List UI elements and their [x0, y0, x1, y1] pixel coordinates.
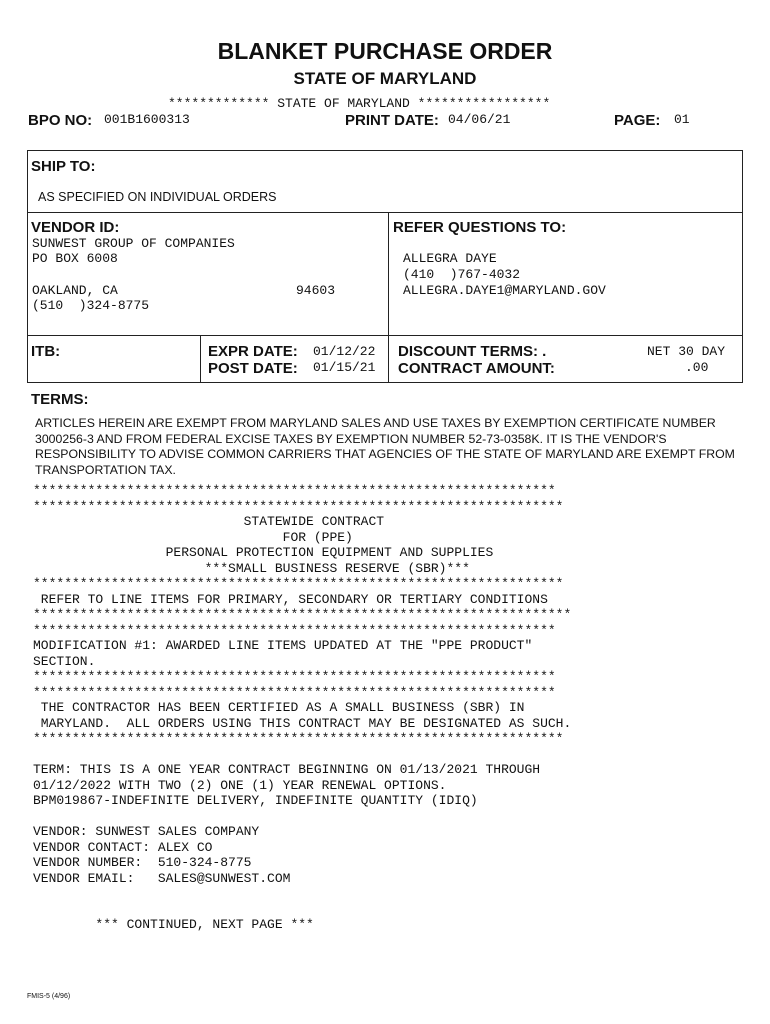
refer-questions-label: REFER QUESTIONS TO: — [393, 219, 567, 236]
contract-amount-label: CONTRACT AMOUNT: — [398, 360, 555, 377]
body-line: ******************************************************************* — [33, 684, 556, 700]
body-line: TERM: THIS IS A ONE YEAR CONTRACT BEGINNING ON 01/13/2021 THROUGH — [33, 762, 541, 777]
body-line: 01/12/2022 WITH TWO (2) ONE (1) YEAR RENEWAL OPTIONS. — [33, 777, 447, 793]
body-line: ******************************************************************** — [33, 498, 564, 514]
body-line — [33, 886, 571, 902]
print-date-value: 04/06/21 — [448, 112, 511, 127]
body-line: VENDOR NUMBER: 510-324-8775 — [33, 855, 252, 870]
itb-box — [27, 335, 743, 383]
post-date-label: POST DATE: — [208, 360, 298, 377]
vendor-divider — [388, 212, 389, 336]
body-line: MARYLAND. ALL ORDERS USING THIS CONTRACT MAY BE DESIGNATED AS SUCH. — [33, 715, 572, 731]
body-line: REFER TO LINE ITEMS FOR PRIMARY, SECONDARY OR TERTIARY CONDITIONS — [33, 591, 548, 607]
expr-date-value: 01/12/22 — [313, 344, 376, 359]
body-line: ***SMALL BUSINESS RESERVE (SBR)*** — [33, 560, 470, 576]
terms-paragraph: ARTICLES HEREIN ARE EXEMPT FROM MARYLAND SALES AND USE TAXES BY EXEMPTION CERTIFICATE NUMBER 3000256-3 AND FROM FEDERAL EXCISE TAXES BY EXEMPTION NUMBER 52-73-0358K. IT IS THE VENDOR'S RESPONSIBILITY TO ADVISE COMMON CARRIERS THAT AGENCIES OF THE STATE OF MARYLAND ARE EXEMPT FROM TRANSPORTATION TAX. — [35, 416, 735, 477]
body-line: STATEWIDE CONTRACT — [33, 514, 385, 529]
print-date-label: PRINT DATE: — [345, 112, 439, 129]
body-line: VENDOR EMAIL: SALES@SUNWEST.COM — [33, 870, 291, 886]
form-id: FMIS-5 (4/96) — [27, 993, 71, 1000]
vendor-city: OAKLAND, CA — [32, 283, 118, 298]
document-title: BLANKET PURCHASE ORDER — [217, 38, 553, 64]
vendor-address: PO BOX 6008 — [32, 251, 118, 266]
itb-label: ITB: — [31, 343, 61, 360]
vendor-id-label: VENDOR ID: — [31, 219, 120, 236]
discount-terms-value: NET 30 DAY — [647, 344, 726, 359]
body-line: ******************************************************************* — [33, 622, 556, 638]
body-line: VENDOR: SUNWEST SALES COMPANY — [33, 824, 260, 839]
body-line: ******************************************************************* — [33, 483, 556, 498]
body-line — [33, 747, 571, 763]
bpo-number-value: 001B1600313 — [104, 112, 190, 127]
contract-amount-value: .00 — [685, 360, 709, 375]
body-line — [33, 809, 571, 825]
body-line: ******************************************************************* — [33, 669, 556, 684]
ship-to-value: AS SPECIFIED ON INDIVIDUAL ORDERS — [38, 190, 277, 204]
body-line: SECTION. — [33, 653, 96, 669]
body-line: BPM019867-INDEFINITE DELIVERY, INDEFINITE QUANTITY (IDIQ) — [33, 793, 478, 808]
body-line: THE CONTRACTOR HAS BEEN CERTIFIED AS A SMALL BUSINESS (SBR) IN — [33, 700, 525, 715]
itb-divider-2 — [388, 335, 389, 383]
post-date-value: 01/15/21 — [313, 360, 376, 375]
page-number-value: 01 — [674, 112, 690, 127]
contact-name: ALLEGRA DAYE — [403, 251, 497, 266]
contact-phone: (410 )767-4032 — [403, 267, 521, 282]
page-label: PAGE: — [614, 112, 661, 129]
body-line: MODIFICATION #1: AWARDED LINE ITEMS UPDATED AT THE "PPE PRODUCT" — [33, 638, 533, 653]
vendor-zip: 94603 — [296, 283, 336, 298]
body-line: ******************************************************************** — [33, 576, 564, 591]
state-banner: ************* STATE OF MARYLAND ***************** — [168, 96, 551, 111]
contract-body — [33, 483, 571, 933]
body-line: PERSONAL PROTECTION EQUIPMENT AND SUPPLIES — [33, 545, 494, 560]
document-subtitle: STATE OF MARYLAND — [293, 69, 477, 88]
bpo-number-label: BPO NO: — [28, 112, 93, 129]
terms-label: TERMS: — [31, 391, 89, 408]
body-line — [33, 902, 571, 918]
itb-divider-1 — [200, 335, 201, 383]
contact-email: ALLEGRA.DAYE1@MARYLAND.GOV — [403, 283, 606, 298]
body-line: ******************************************************************** — [33, 731, 564, 746]
ship-to-label: SHIP TO: — [31, 158, 96, 175]
vendor-phone: (510 )324-8775 — [32, 298, 150, 313]
expr-date-label: EXPR DATE: — [208, 343, 298, 360]
body-line: VENDOR CONTACT: ALEX CO — [33, 839, 213, 855]
body-line: FOR (PPE) — [33, 529, 353, 545]
body-line: ********************************************************************* — [33, 607, 572, 622]
body-line: *** CONTINUED, NEXT PAGE *** — [33, 917, 314, 932]
vendor-name: SUNWEST GROUP OF COMPANIES — [32, 236, 235, 251]
vendor-questions-box — [27, 212, 743, 336]
discount-terms-label: DISCOUNT TERMS: . — [398, 343, 547, 360]
